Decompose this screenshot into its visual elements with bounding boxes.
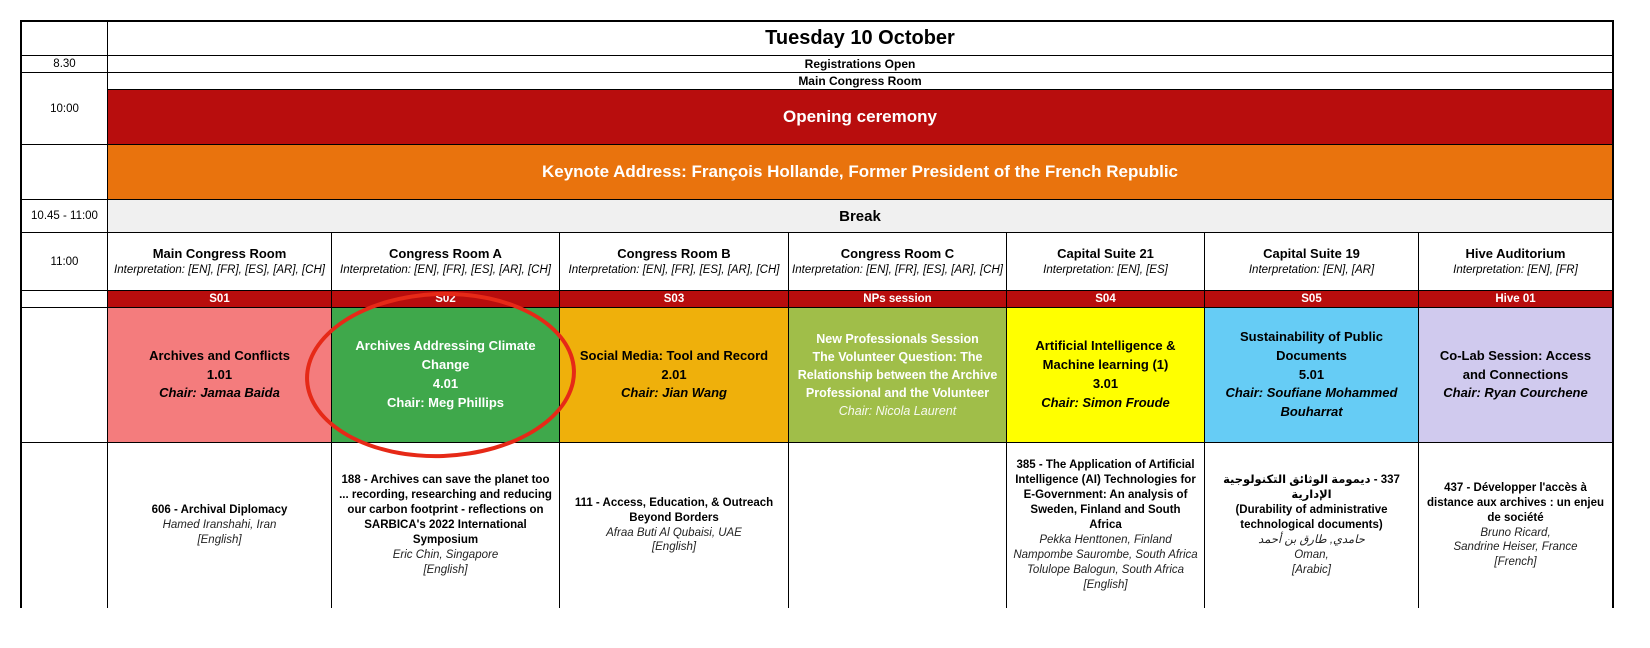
- time-papers-empty: [22, 443, 108, 608]
- time-sessions-empty: [22, 308, 108, 443]
- room-name: Congress Room C: [840, 246, 955, 262]
- session-title: Co-Lab Session: Access and Connections: [1439, 347, 1592, 382]
- session-cell-s01: [108, 308, 332, 443]
- session-cell-s03: [560, 308, 789, 443]
- paper-author: Tolulope Balogun, South Africa: [1026, 563, 1185, 576]
- paper-language: [French]: [1494, 556, 1537, 569]
- room-header-congress-room-c: [789, 233, 1007, 291]
- room-interpretation: Interpretation: [EN], [FR], [ES], [AR], [CH]: [568, 263, 780, 276]
- opening-ceremony-row: Opening ceremony: [108, 90, 1614, 145]
- paper-language: [English]: [651, 541, 697, 554]
- session-number: 1.01: [206, 366, 233, 382]
- paper-cell-s04: [1007, 443, 1205, 608]
- session-number: 3.01: [1092, 376, 1119, 391]
- schedule-table: [20, 20, 1614, 608]
- session-code-s02: S02: [332, 291, 560, 308]
- session-chair: Chair: Soufiane Mohammed Bouharrat: [1225, 385, 1398, 420]
- room-header-capital-suite-21: [1007, 233, 1205, 291]
- registrations-row: Registrations Open: [108, 56, 1614, 73]
- time-break: 10.45 - 11:00: [22, 200, 108, 233]
- room-interpretation: Interpretation: [EN], [AR]: [1248, 263, 1375, 276]
- room-name: Capital Suite 21: [1057, 246, 1154, 262]
- paper-cell-hive01: [1419, 443, 1614, 608]
- paper-author: حامدي, طارق بن أحمد: [1258, 533, 1365, 546]
- time-codes-empty: [22, 291, 108, 308]
- session-title: Social Media: Tool and Record: [579, 347, 769, 363]
- session-code-nps: NPs session: [789, 291, 1007, 308]
- room-interpretation: Interpretation: [EN], [FR], [ES], [AR], [CH]: [792, 263, 1003, 276]
- paper-language: [English]: [423, 563, 468, 576]
- paper-title: 188 - Archives can save the planet too ... recording, researching and reducing our carbon footprint - reflections on SARBICA's 2022 International Symposium: [339, 474, 552, 546]
- paper-author: Eric Chin, Singapore: [392, 548, 499, 561]
- day-header: Tuesday 10 October: [108, 22, 1614, 56]
- time-sessions: 11:00: [22, 233, 108, 291]
- session-chair: Chair: Jamaa Baida: [159, 385, 280, 401]
- session-subtitle: The Volunteer Question: The Relationship between the Archive Professional and the Volunteer: [797, 349, 998, 401]
- room-header-congress-room-a: [332, 233, 560, 291]
- room-interpretation: Interpretation: [EN], [ES]: [1043, 263, 1168, 276]
- paper-title: 385 - The Application of Artificial Intelligence (AI) Technologies for E-Government: An analysis of Sweden, Finland and South Africa: [1015, 459, 1196, 532]
- room-name: Capital Suite 19: [1263, 246, 1360, 262]
- room-name: Congress Room A: [389, 246, 502, 262]
- room-interpretation: Interpretation: [EN], [FR], [ES], [AR], [CH]: [340, 263, 551, 276]
- room-interpretation: Interpretation: [EN], [FR], [ES], [AR], [CH]: [114, 263, 325, 276]
- paper-language: [English]: [197, 533, 242, 546]
- room-name: Congress Room B: [617, 246, 731, 262]
- session-chair: Chair: Ryan Courchene: [1443, 385, 1588, 401]
- main-congress-room-row: Main Congress Room: [108, 73, 1614, 90]
- keynote-row: Keynote Address: François Hollande, Former President of the French Republic: [108, 145, 1614, 200]
- session-cell-nps: [789, 308, 1007, 443]
- time-keynote-empty: [22, 145, 108, 200]
- session-title: New Professionals Session: [816, 331, 979, 346]
- session-number: 5.01: [1298, 366, 1325, 382]
- break-row: Break: [108, 200, 1614, 233]
- session-title: Archives Addressing Climate Change: [355, 338, 536, 373]
- session-number: 2.01: [661, 366, 687, 382]
- paper-author: Bruno Ricard,: [1480, 526, 1551, 539]
- paper-cell-s05: [1205, 443, 1419, 608]
- session-chair: Chair: Meg Phillips: [386, 394, 504, 410]
- session-cell-s04: [1007, 308, 1205, 443]
- session-cell-s02: [332, 308, 560, 443]
- time-opening: 10:00: [22, 73, 108, 145]
- session-code-s01: S01: [108, 291, 332, 308]
- paper-cell-nps-empty: [789, 443, 1007, 608]
- session-chair: Chair: Simon Froude: [1041, 394, 1170, 410]
- session-number: 4.01: [432, 376, 459, 391]
- session-title: Sustainability of Public Documents: [1239, 328, 1384, 363]
- paper-title-arabic: 337 - ديمومة الوثائق التكنولوجية الإدارية: [1223, 474, 1400, 502]
- paper-language: [English]: [1083, 578, 1128, 591]
- paper-title: (Durability of administrative technological documents): [1235, 504, 1388, 532]
- paper-cell-s02: [332, 443, 560, 608]
- paper-author: Oman,: [1294, 548, 1329, 561]
- paper-cell-s01: [108, 443, 332, 608]
- paper-author: Afraa Buti Al Qubaisi, UAE: [606, 526, 742, 539]
- session-title: Archives and Conflicts: [149, 347, 290, 363]
- paper-author: Nampombe Saurombe, South Africa: [1013, 548, 1198, 561]
- session-chair: Chair: Nicola Laurent: [838, 404, 957, 419]
- room-name: Main Congress Room: [152, 246, 287, 262]
- session-chair: Chair: Jian Wang: [621, 385, 727, 401]
- paper-author: Pekka Henttonen, Finland: [1039, 533, 1172, 546]
- session-code-hive01: Hive 01: [1419, 291, 1614, 308]
- room-header-main-congress-room: [108, 233, 332, 291]
- paper-title: 606 - Archival Diplomacy: [151, 504, 288, 517]
- session-cell-s05: [1205, 308, 1419, 443]
- room-interpretation: Interpretation: [EN], [FR]: [1453, 263, 1578, 276]
- session-code-s04: S04: [1007, 291, 1205, 308]
- session-code-s03: S03: [560, 291, 789, 308]
- room-header-hive-auditorium: [1419, 233, 1614, 291]
- time-registrations: 8.30: [22, 56, 108, 73]
- session-cell-hive01: [1419, 308, 1614, 443]
- paper-title: 437 - Développer l'accès à distance aux archives : un enjeu de société: [1426, 481, 1605, 524]
- paper-cell-s03: [560, 443, 789, 608]
- session-title: Artificial Intelligence & Machine learning (1): [1035, 338, 1176, 373]
- paper-author: Sandrine Heiser, France: [1453, 541, 1578, 554]
- paper-language: [Arabic]: [1292, 563, 1331, 576]
- room-header-congress-room-b: [560, 233, 789, 291]
- room-name: Hive Auditorium: [1465, 246, 1566, 262]
- corner-cell: [22, 22, 108, 56]
- paper-author: Hamed Iranshahi, Iran: [162, 519, 277, 532]
- room-header-capital-suite-19: [1205, 233, 1419, 291]
- session-code-s05: S05: [1205, 291, 1419, 308]
- paper-title: 111 - Access, Education, & Outreach Beyond Borders: [574, 496, 774, 524]
